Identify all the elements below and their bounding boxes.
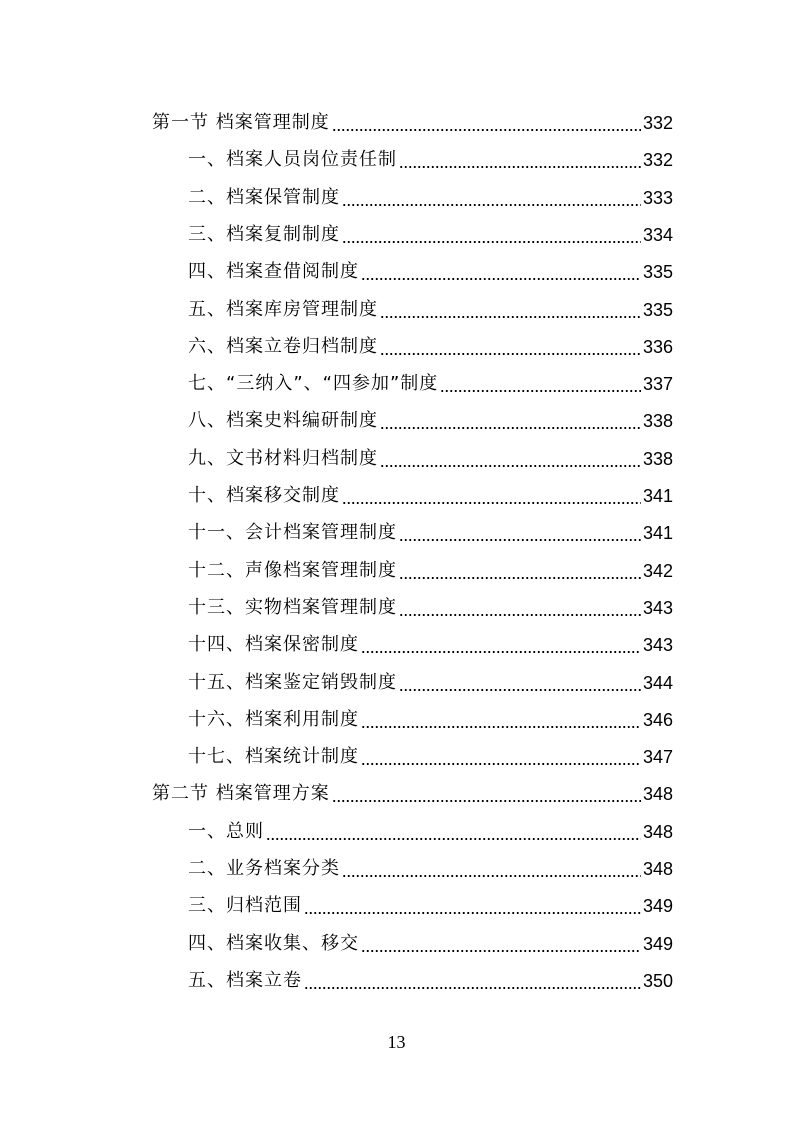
toc-entry-title: 十三、实物档案管理制度 — [188, 596, 397, 618]
dot-leader — [380, 448, 641, 470]
dot-leader — [266, 821, 641, 843]
toc-entry[interactable] — [188, 141, 673, 171]
toc-entry-page: 343 — [642, 597, 673, 618]
toc-entry-title: 一、总则 — [188, 820, 264, 842]
toc-entry-page: 341 — [642, 486, 673, 506]
dot-leader — [361, 746, 641, 768]
toc-entry-title: 二、业务档案分类 — [188, 858, 340, 879]
toc-entry[interactable] — [188, 962, 673, 992]
toc-entry-page: 348 — [642, 859, 673, 879]
dot-leader — [342, 187, 641, 209]
toc-entry-title: 一、档案人员岗位责任制 — [188, 149, 397, 171]
dot-leader — [380, 299, 641, 321]
toc-entry-title: 十、档案移交制度 — [188, 485, 340, 506]
toc-entry-page: 342 — [642, 560, 673, 581]
toc-entry-page: 335 — [642, 299, 673, 320]
dot-leader — [342, 858, 641, 880]
toc-entry[interactable] — [188, 925, 673, 955]
toc-entry-page: 348 — [642, 821, 673, 842]
dot-leader — [304, 970, 641, 992]
toc-entry[interactable] — [188, 626, 673, 656]
toc-entry[interactable] — [188, 850, 673, 880]
toc-entry-title: 七、“三纳入”、“四参加”制度 — [188, 373, 439, 395]
dot-leader — [380, 336, 641, 358]
toc-entry[interactable] — [188, 813, 673, 843]
dot-leader — [361, 933, 641, 955]
toc-entry[interactable] — [188, 216, 673, 246]
toc-entry[interactable] — [188, 664, 673, 694]
toc-entry[interactable] — [188, 552, 673, 582]
toc-entry-title: 四、档案查借阅制度 — [188, 261, 359, 283]
toc-entry-title: 四、档案收集、移交 — [188, 932, 359, 954]
toc-entry-title: 二、档案保管制度 — [188, 186, 340, 208]
toc-entry-page: 349 — [642, 896, 673, 917]
dot-leader — [399, 560, 641, 582]
toc-entry-title: 十六、档案利用制度 — [188, 708, 359, 730]
toc-entry-title: 十一、会计档案管理制度 — [188, 522, 397, 544]
dot-leader — [361, 261, 641, 283]
toc-entry-page: 350 — [642, 970, 673, 991]
toc-entry-title: 三、归档范围 — [188, 895, 302, 917]
toc-entry-page: 348 — [642, 784, 673, 805]
toc-entry[interactable] — [188, 440, 673, 470]
toc-section-heading[interactable] — [152, 775, 673, 805]
toc-entry-title: 十二、声像档案管理制度 — [188, 559, 397, 581]
toc-entry-title: 六、档案立卷归档制度 — [188, 335, 378, 357]
page-number: 13 — [387, 1032, 406, 1052]
toc-entry-title: 第一节 档案管理制度 — [152, 112, 330, 133]
toc-entry[interactable] — [188, 365, 673, 395]
toc-entry[interactable] — [188, 402, 673, 432]
toc-entry-page: 337 — [642, 374, 673, 395]
dot-leader — [332, 112, 641, 134]
toc-entry-title: 五、档案库房管理制度 — [188, 298, 378, 320]
toc-entry-title: 十四、档案保密制度 — [188, 634, 359, 656]
toc-entry[interactable] — [188, 477, 673, 507]
toc-entry-page: 347 — [642, 747, 673, 768]
dot-leader — [361, 709, 641, 731]
toc-entry-title: 十五、档案鉴定销毁制度 — [188, 671, 397, 693]
dot-leader — [332, 783, 641, 805]
toc-entry-page: 335 — [642, 262, 673, 283]
toc-entry-page: 332 — [642, 150, 673, 171]
toc-entry[interactable] — [188, 738, 673, 768]
toc-entry-title: 三、档案复制制度 — [188, 223, 340, 245]
toc-entry[interactable] — [188, 328, 673, 358]
dot-leader — [399, 149, 641, 171]
dot-leader — [399, 597, 641, 619]
toc-entry-page: 338 — [642, 448, 673, 469]
dot-leader — [440, 373, 641, 395]
dot-leader — [342, 224, 641, 246]
toc-entry[interactable] — [188, 514, 673, 544]
toc-entry-page: 338 — [642, 411, 673, 432]
toc-entry-title: 第二节 档案管理方案 — [152, 783, 330, 805]
dot-leader — [304, 895, 641, 917]
toc-entry-page: 334 — [642, 224, 673, 245]
dot-leader — [399, 672, 641, 694]
toc-entry-title: 五、档案立卷 — [188, 969, 302, 991]
toc-entry[interactable] — [188, 589, 673, 619]
dot-leader — [342, 485, 641, 507]
toc-entry-title: 九、文书材料归档制度 — [188, 447, 378, 469]
toc-entry-title: 十七、档案统计制度 — [188, 746, 359, 768]
toc-entry-page: 336 — [642, 336, 673, 357]
toc-entry-page: 332 — [642, 113, 673, 133]
dot-leader — [380, 410, 641, 432]
toc-entry-page: 343 — [642, 635, 673, 656]
toc-entry-page: 344 — [642, 672, 673, 693]
dot-leader — [361, 634, 641, 656]
toc-entry[interactable] — [188, 291, 673, 321]
toc-entry[interactable] — [188, 701, 673, 731]
toc-entry-page: 341 — [642, 523, 673, 544]
toc-entry[interactable] — [188, 887, 673, 917]
toc-section-heading[interactable] — [152, 104, 673, 134]
toc-entry[interactable] — [188, 179, 673, 209]
toc-entry-page: 349 — [642, 933, 673, 954]
toc-entry-title: 八、档案史料编研制度 — [188, 410, 378, 432]
toc-entry-page: 333 — [642, 187, 673, 208]
dot-leader — [399, 522, 641, 544]
toc-entry-page: 346 — [642, 709, 673, 730]
toc-entry[interactable] — [188, 253, 673, 283]
